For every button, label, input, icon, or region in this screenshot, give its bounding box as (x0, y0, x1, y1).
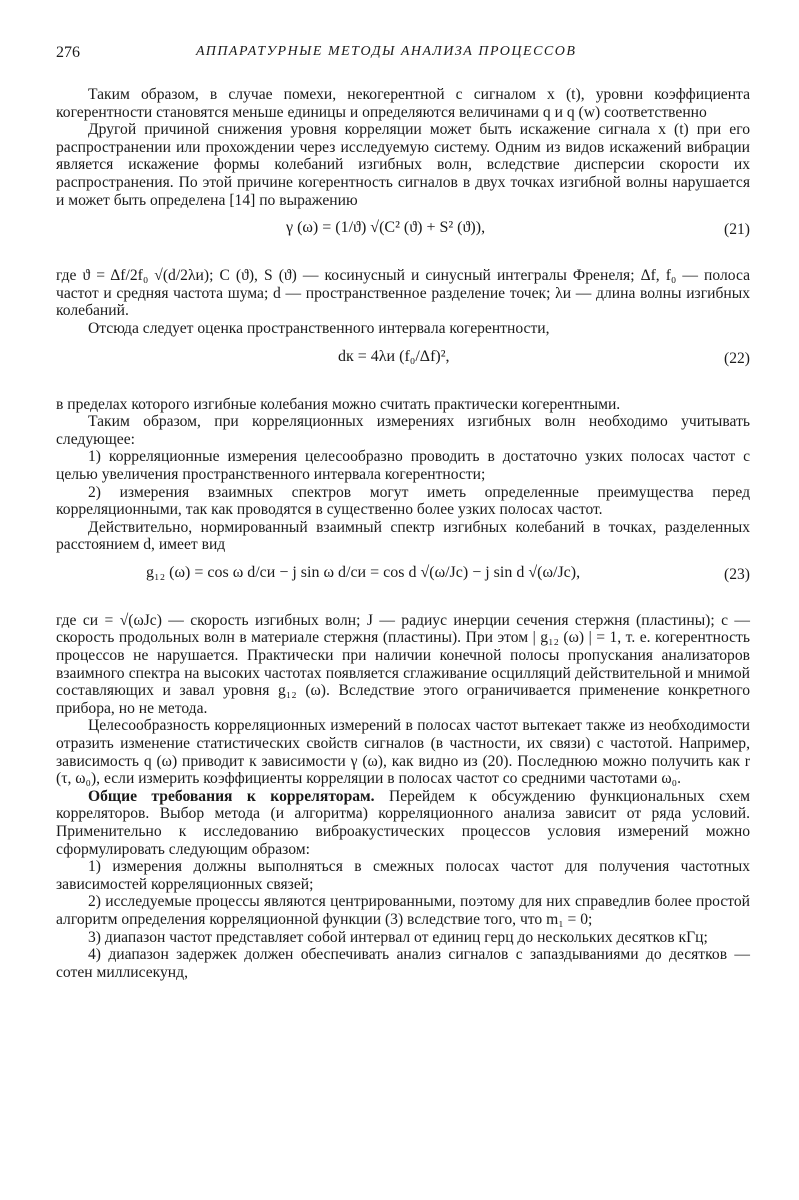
paragraph: в пределах которого изгибные колебания можно считать практически когерентными. (56, 395, 621, 413)
paragraph: Таким образом, при корреляционных измерениях изгибных волн необходимо учитывать следующее: (56, 413, 750, 448)
paragraph: Действительно, нормированный взаимный спектр изгибных колебаний в точках, разделенных расстоянием d, имеет вид (56, 518, 750, 554)
running-title: АППАРАТУРНЫЕ МЕТОДЫ АНАЛИЗА ПРОЦЕССОВ (196, 44, 577, 59)
equation-22 (56, 338, 750, 396)
paragraph: Отсюда следует оценка пространственного интервала когерентности, (88, 319, 550, 337)
paragraph: Целесообразность корреляционных измерений в полосах частот вытекает также из необходимости отразить изменение статистических свойств сигналов (в частности, их связи) с частотой. Например, зависимость q (ω) приводит к зависимости γ (ω), как видно из (20). Последнюю можно получить как r (τ, ω₀), если измерить коэффициенты корреляции в полосах частот со средними частотами ω₀. (56, 717, 750, 788)
list-item: 1) корреляционные измерения целесообразно проводить в достаточно узких полосах частот с целью увеличения пространственного интервала когерентности; (56, 448, 750, 483)
section-paragraph (56, 788, 750, 858)
paragraph: где ϑ = Δf/2f₀ √(d/2λи); C (ϑ), S (ϑ) — косинусный и синусный интегралы Френеля; Δf, f₀ — полоса частот и средняя частота шума; d — пространственное разделение точек; λи — длина волны изгибных колебаний. (56, 267, 750, 320)
equation-formula: g₁₂ (ω) = cos ω d/cи − j sin ω d/cи = cos d √(ω/Jc) − j sin d √(ω/Jc), (146, 563, 581, 581)
equation-number: (23) (724, 565, 750, 583)
list-item: 4) диапазон задержек должен обеспечивать анализ сигналов с запаздываниями до десятков — сотен миллисекунд, (56, 946, 750, 981)
list-item: 2) измерения взаимных спектров могут иметь определенные преимущества перед корреляционными, так как проводятся в существенно более узких полосах частот. (56, 483, 750, 519)
paragraph: Другой причиной снижения уровня корреляции может быть искажение сигнала x (t) при его распространении или прохождении через исследуемую систему. Одним из видов искажений вибрации является искажение формы колебаний изгибных волн, вследствие дисперсии скорости их распространения. По этой причине когерентность сигналов в двух точках изгибной волны нарушается и может быть определена [14] по выражению (56, 121, 750, 209)
page-header (56, 44, 750, 72)
section-text: Перейдем к обсуждению функциональных схем корреляторов. Выбор метода (и алгоритма) корреляционного анализа зависит от ряда условий. Применительно к исследованию виброакустических процессов условия измерений можно сформулировать следующим образом: (56, 787, 750, 858)
section-heading: Общие требования к корреляторам. (88, 787, 375, 805)
book-page (56, 44, 750, 981)
page-number: 276 (56, 44, 80, 61)
equation-number: (21) (724, 221, 750, 239)
list-item: 1) измерения должны выполняться в смежных полосах частот для получения частотных зависимостей корреляционных связей; (56, 858, 750, 893)
equation-number: (22) (724, 349, 750, 367)
list-item: 2) исследуемые процессы являются центрированными, поэтому для них справедлив более простой алгоритм определения корреляционной функции (3) вследствие того, что m₁ = 0; (56, 893, 750, 928)
equation-21 (56, 209, 750, 267)
list-item: 3) диапазон частот представляет собой интервал от единиц герц до нескольких десятков кГц; (88, 928, 708, 946)
body-text (56, 86, 750, 981)
equation-formula: dк = 4λи (f₀/Δf)², (338, 347, 450, 365)
paragraph: где cи = √(ωJc) — скорость изгибных волн; J — радиус инерции сечения стержня (пластины); c — скорость продольных волн в материале стержня (пластины). При этом | g₁₂ (ω) | = 1, т. е. когерентность процессов не нарушается. Практически при наличии конечной полосы пропускания анализаторов взаимного спектра на высоких частотах появляется сглаживание осцилляций действительной и мнимой составляющих и завал уровня g₁₂ (ω). Вследствие этого ограничивается применение конкретного прибора, но не метода. (56, 611, 750, 717)
equation-23 (56, 554, 750, 612)
paragraph: Таким образом, в случае помехи, некогерентной с сигналом x (t), уровни коэффициента когерентности становятся меньше единицы и определяются величинами q и q (w) соответственно (56, 86, 750, 121)
equation-formula: γ (ω) = (1/ϑ) √(C² (ϑ) + S² (ϑ)), (286, 219, 486, 237)
